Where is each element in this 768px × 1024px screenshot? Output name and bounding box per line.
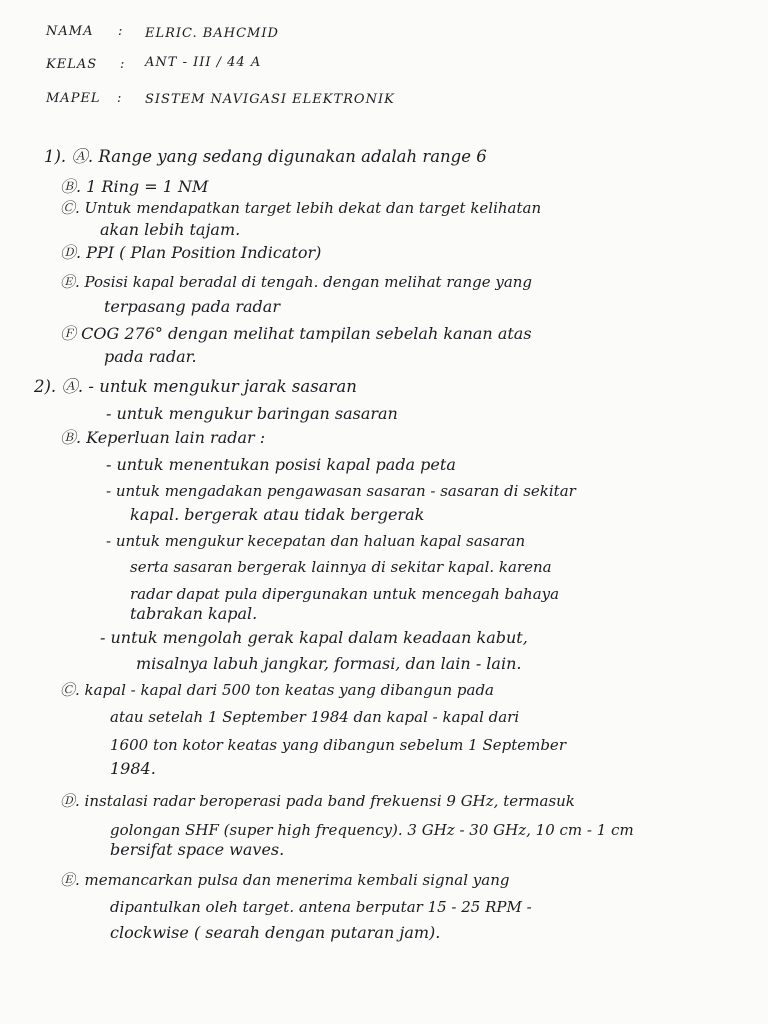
answer-line: akan lebih tajam.	[100, 220, 241, 239]
answer-line: 2). Ⓐ. - untuk mengukur jarak sasaran	[34, 377, 357, 396]
answer-line: Ⓒ. Untuk mendapatkan target lebih dekat dan target kelihatan	[60, 199, 542, 217]
answer-line: - untuk mengolah gerak kapal dalam keadaan kabut,	[100, 628, 528, 647]
answer-line: Ⓑ. 1 Ring = 1 NM	[60, 177, 209, 196]
answer-line: misalnya labuh jangkar, formasi, dan lain - lain.	[136, 654, 522, 673]
answer-line: Ⓕ COG 276° dengan melihat tampilan sebelah kanan atas	[60, 324, 532, 343]
answer-line: tabrakan kapal.	[130, 604, 258, 623]
kelas-separator: :	[120, 57, 126, 72]
answer-line: radar dapat pula dipergunakan untuk mencegah bahaya	[130, 585, 560, 603]
mapel-separator: :	[117, 91, 123, 106]
answer-line: serta sasaran bergerak lainnya di sekitar kapal. karena	[130, 558, 552, 576]
answer-line: - untuk mengukur kecepatan dan haluan kapal sasaran	[106, 532, 526, 550]
answer-line: atau setelah 1 September 1984 dan kapal - kapal dari	[110, 708, 520, 726]
answer-line: Ⓑ. Keperluan lain radar :	[60, 428, 266, 447]
answer-line: 1600 ton kotor keatas yang dibangun sebelum 1 September	[110, 736, 566, 754]
answer-line: Ⓔ. memancarkan pulsa dan menerima kembali signal yang	[60, 871, 510, 889]
nama-separator: :	[118, 24, 124, 39]
mapel-value: SISTEM NAVIGASI ELEKTRONIK	[145, 92, 395, 107]
answer-line: Ⓒ. kapal - kapal dari 500 ton keatas yang dibangun pada	[60, 681, 495, 699]
nama-label: NAMA	[46, 24, 94, 39]
kelas-value: ANT - III / 44 A	[145, 55, 262, 70]
kelas-label: KELAS	[46, 57, 98, 72]
answer-line: golongan SHF (super high frequency). 3 GHz - 30 GHz, 10 cm - 1 cm	[110, 821, 634, 839]
answer-line: dipantulkan oleh target. antena berputar 15 - 25 RPM -	[110, 898, 532, 916]
answer-line: pada radar.	[104, 347, 197, 366]
answer-line: 1). Ⓐ. Range yang sedang digunakan adalah range 6	[44, 147, 487, 166]
answer-line: terpasang pada radar	[104, 297, 280, 316]
answer-line: 1984.	[110, 759, 156, 778]
answer-line: clockwise ( searah dengan putaran jam).	[110, 923, 441, 942]
answer-line: - untuk menentukan posisi kapal pada peta	[106, 455, 456, 474]
nama-value: ELRIC. BAHCMID	[145, 26, 279, 41]
mapel-label: MAPEL	[46, 91, 101, 106]
answer-line: bersifat space waves.	[110, 840, 285, 859]
answer-line: - untuk mengukur baringan sasaran	[106, 404, 398, 423]
answer-line: Ⓔ. Posisi kapal beradal di tengah. dengan melihat range yang	[60, 273, 533, 291]
answer-line: kapal. bergerak atau tidak bergerak	[130, 505, 425, 524]
answer-line: - untuk mengadakan pengawasan sasaran - sasaran di sekitar	[106, 482, 576, 500]
answer-line: Ⓓ. instalasi radar beroperasi pada band frekuensi 9 GHz, termasuk	[60, 792, 575, 810]
answer-line: Ⓓ. PPI ( Plan Position Indicator)	[60, 243, 322, 262]
